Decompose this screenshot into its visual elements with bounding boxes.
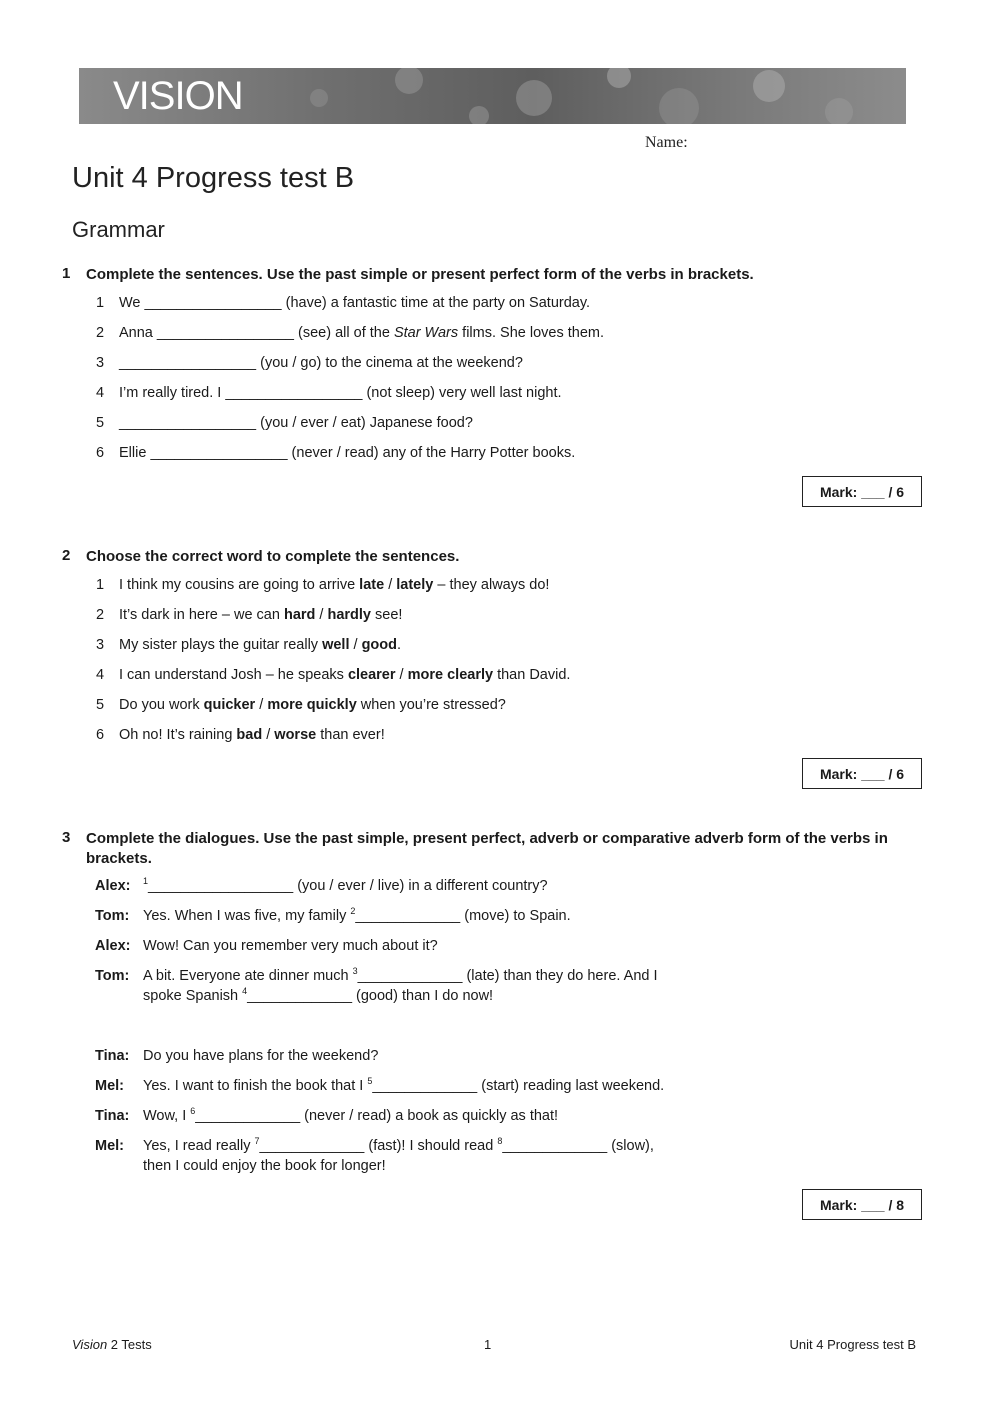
option-separator: / bbox=[395, 667, 408, 683]
text-before: I’m really tired. I bbox=[119, 385, 226, 401]
text-segment: Do you have plans for the weekend? bbox=[143, 1048, 379, 1064]
answer-blank[interactable]: _________________ bbox=[156, 325, 294, 341]
text-segment: spoke Spanish bbox=[143, 988, 243, 1004]
section-title: Grammar bbox=[72, 217, 165, 242]
exercise-instruction: Choose the correct word to complete the sentences. bbox=[86, 548, 460, 565]
option-separator: / bbox=[315, 607, 328, 623]
mark-box-3: Mark: ___ / 8 bbox=[802, 1189, 922, 1220]
speaker-name: Alex: bbox=[95, 938, 131, 954]
word-option[interactable]: good bbox=[361, 637, 398, 653]
item-text bbox=[119, 725, 385, 745]
text-after: than ever! bbox=[316, 727, 385, 743]
speaker-name: Mel: bbox=[95, 1138, 124, 1154]
item-text bbox=[119, 353, 523, 373]
text-with-blank[interactable]: _____________ (late) than they do here. And I bbox=[357, 968, 658, 984]
word-option[interactable]: well bbox=[322, 637, 350, 653]
dialogue-text bbox=[143, 906, 571, 926]
vision-logo: VISION bbox=[113, 74, 243, 118]
footer-book-subtitle: 2 Tests bbox=[107, 1337, 152, 1352]
exercise-number: 1 bbox=[62, 265, 71, 282]
answer-blank[interactable]: _________________ bbox=[150, 445, 288, 461]
text-segment: then I could enjoy the book for longer! bbox=[143, 1158, 386, 1174]
text-before: Do you work bbox=[119, 697, 204, 713]
word-option[interactable]: more quickly bbox=[267, 697, 357, 713]
text-after: films. She loves them. bbox=[458, 325, 604, 341]
word-option[interactable]: late bbox=[359, 577, 385, 593]
speaker-name: Mel: bbox=[95, 1078, 124, 1094]
dialogue-text bbox=[143, 986, 493, 1006]
exercise-instruction: Complete the dialogues. Use the past simple, present perfect, adverb or comparative adverb form of the verbs in brackets. bbox=[86, 830, 888, 867]
word-option[interactable]: hard bbox=[283, 607, 316, 623]
item-number: 4 bbox=[96, 667, 105, 683]
dialogue-text bbox=[143, 876, 548, 896]
item-text bbox=[119, 575, 549, 595]
mark-box-2: Mark: ___ / 6 bbox=[802, 758, 922, 789]
text-before: I can understand Josh – he speaks bbox=[119, 667, 348, 683]
name-field-label: Name: bbox=[645, 134, 688, 151]
option-separator: / bbox=[384, 577, 397, 593]
text-after: (see) all of the bbox=[294, 325, 394, 341]
item-text bbox=[119, 323, 604, 343]
text-with-blank[interactable]: _____________ (slow), bbox=[502, 1138, 654, 1154]
dialogue-text bbox=[143, 1156, 386, 1176]
gap-number: 8 bbox=[497, 1136, 503, 1146]
text-after: than David. bbox=[493, 667, 571, 683]
text-with-blank[interactable]: _____________ (start) reading last weekend. bbox=[372, 1078, 665, 1094]
answer-blank[interactable]: _________________ bbox=[119, 355, 257, 371]
footer-book-title: Vision bbox=[72, 1337, 108, 1352]
speaker-name: Tom: bbox=[95, 968, 130, 984]
text-segment: Wow, I bbox=[143, 1108, 191, 1124]
item-number: 3 bbox=[96, 355, 105, 371]
word-option[interactable]: worse bbox=[274, 727, 317, 743]
page-title: Unit 4 Progress test B bbox=[72, 162, 355, 194]
text-segment: Yes, I read really bbox=[143, 1138, 255, 1154]
exercise-instruction: Complete the sentences. Use the past simple or present perfect form of the verbs in brackets. bbox=[86, 266, 754, 283]
gap-number: 5 bbox=[367, 1076, 373, 1086]
text-after: (never / read) any of the Harry Potter books. bbox=[287, 445, 576, 461]
option-separator: / bbox=[262, 727, 275, 743]
item-text bbox=[119, 293, 590, 313]
text-before: We bbox=[119, 295, 145, 311]
footer-right: Unit 4 Progress test B bbox=[789, 1337, 916, 1352]
text-before: Oh no! It’s raining bbox=[119, 727, 237, 743]
item-text bbox=[119, 695, 506, 715]
mark-box-1: Mark: ___ / 6 bbox=[802, 476, 922, 507]
text-before: Ellie bbox=[119, 445, 151, 461]
text-segment: Yes. When I was five, my family bbox=[143, 908, 351, 924]
word-option[interactable]: clearer bbox=[347, 667, 396, 683]
dialogue-text bbox=[143, 966, 658, 986]
header-banner bbox=[79, 68, 906, 124]
item-number: 2 bbox=[96, 607, 105, 623]
text-before: It’s dark in here – we can bbox=[119, 607, 284, 623]
text-after: (not sleep) very well last night. bbox=[362, 385, 562, 401]
item-text bbox=[119, 605, 402, 625]
dialogue-text bbox=[143, 1106, 558, 1126]
item-number: 3 bbox=[96, 637, 105, 653]
text-after: see! bbox=[371, 607, 403, 623]
text-with-blank[interactable]: _____________ (never / read) a book as quickly as that! bbox=[195, 1108, 559, 1124]
speaker-name: Tina: bbox=[95, 1048, 130, 1064]
item-text bbox=[119, 413, 473, 433]
gap-number: 6 bbox=[190, 1106, 196, 1116]
item-number: 6 bbox=[96, 727, 105, 743]
text-segment: Wow! Can you remember very much about it? bbox=[143, 938, 438, 954]
gap-number: 4 bbox=[242, 986, 248, 996]
text-after: (you / ever / eat) Japanese food? bbox=[256, 415, 473, 431]
text-before: Anna bbox=[119, 325, 157, 341]
dialogue-text bbox=[143, 936, 438, 956]
word-option[interactable]: hardly bbox=[327, 607, 371, 623]
text-after: when you’re stressed? bbox=[356, 697, 506, 713]
gap-number: 2 bbox=[350, 906, 356, 916]
item-number: 4 bbox=[96, 385, 105, 401]
exercise-number: 2 bbox=[62, 547, 71, 564]
item-number: 6 bbox=[96, 445, 105, 461]
text-segment: A bit. Everyone ate dinner much bbox=[143, 968, 353, 984]
gap-number: 7 bbox=[254, 1136, 260, 1146]
word-option[interactable]: bad bbox=[236, 727, 263, 743]
item-text bbox=[119, 665, 570, 685]
option-separator: / bbox=[349, 637, 362, 653]
gap-number: 3 bbox=[352, 966, 358, 976]
text-with-blank[interactable]: __________________ (you / ever / live) in a different country? bbox=[148, 878, 548, 894]
text-before: My sister plays the guitar really bbox=[119, 637, 323, 653]
text-after: (have) a fantastic time at the party on Saturday. bbox=[281, 295, 591, 311]
option-separator: / bbox=[255, 697, 268, 713]
item-number: 5 bbox=[96, 415, 105, 431]
text-before: I think my cousins are going to arrive bbox=[119, 577, 360, 593]
item-text bbox=[119, 635, 401, 655]
speaker-name: Tina: bbox=[95, 1108, 130, 1124]
exercise-number: 3 bbox=[62, 829, 71, 846]
word-option[interactable]: quicker bbox=[203, 697, 256, 713]
gap-number: 1 bbox=[143, 876, 149, 886]
text-after: – they always do! bbox=[433, 577, 550, 593]
dialogue-text bbox=[143, 1046, 378, 1066]
footer-left bbox=[72, 1337, 152, 1352]
text-with-blank[interactable]: _____________ (fast)! I should read bbox=[259, 1138, 498, 1154]
item-text bbox=[119, 443, 575, 463]
item-number: 5 bbox=[96, 697, 105, 713]
item-number: 2 bbox=[96, 325, 105, 341]
answer-blank[interactable]: _________________ bbox=[225, 385, 363, 401]
text-after: . bbox=[397, 637, 402, 653]
dialogue-text bbox=[143, 1076, 664, 1096]
word-option[interactable]: more clearly bbox=[407, 667, 494, 683]
text-after: (you / go) to the cinema at the weekend? bbox=[256, 355, 523, 371]
text-segment: Yes. I want to finish the book that I bbox=[143, 1078, 368, 1094]
item-number: 1 bbox=[96, 577, 105, 593]
word-option[interactable]: lately bbox=[396, 577, 434, 593]
speaker-name: Alex: bbox=[95, 878, 131, 894]
text-italic: Star Wars bbox=[393, 325, 459, 341]
text-with-blank[interactable]: _____________ (move) to Spain. bbox=[355, 908, 571, 924]
item-number: 1 bbox=[96, 295, 105, 311]
text-with-blank[interactable]: _____________ (good) than I do now! bbox=[247, 988, 494, 1004]
dialogue-text bbox=[143, 1136, 654, 1156]
speaker-name: Tom: bbox=[95, 908, 130, 924]
answer-blank[interactable]: _________________ bbox=[119, 415, 257, 431]
answer-blank[interactable]: _________________ bbox=[144, 295, 282, 311]
item-text bbox=[119, 383, 562, 403]
footer-page-number: 1 bbox=[484, 1337, 492, 1352]
